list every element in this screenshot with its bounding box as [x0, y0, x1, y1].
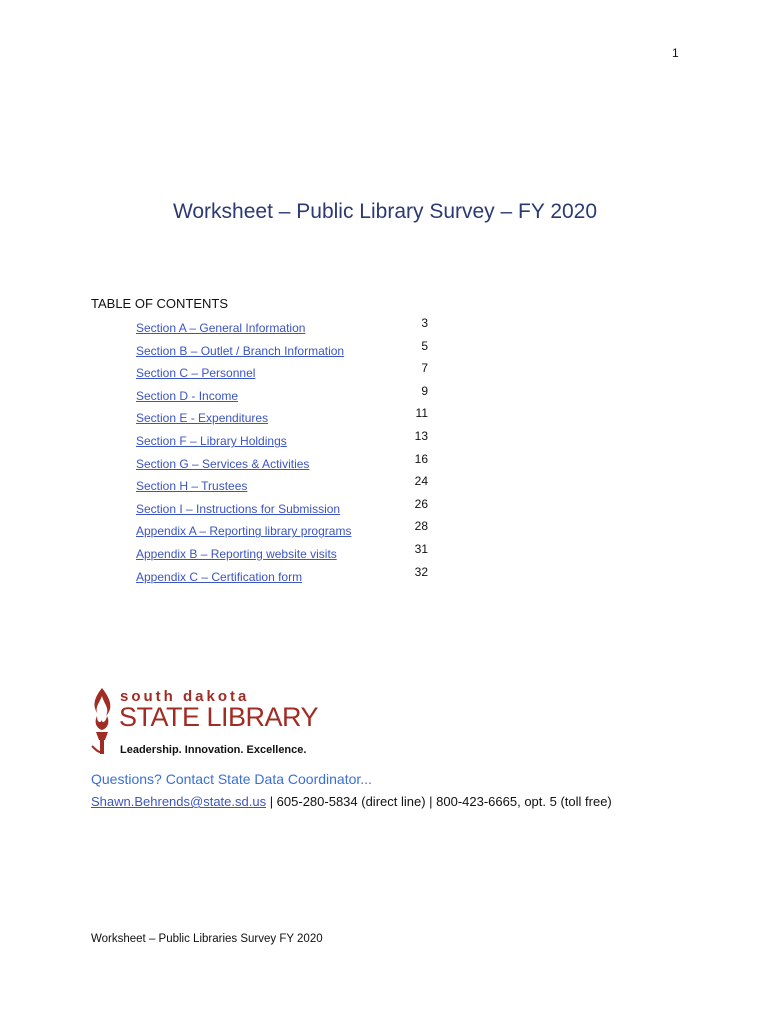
logo-top-text: south dakota — [120, 688, 250, 705]
page-number: 1 — [672, 46, 679, 60]
toc-link-appendix-a[interactable]: Appendix A – Reporting library programs — [136, 524, 352, 539]
toc-page-number: 7 — [421, 361, 428, 376]
toc-page-number: 5 — [421, 338, 428, 353]
toc-item — [136, 428, 436, 454]
toc-item — [136, 541, 436, 567]
toc-link-section-c[interactable]: Section C – Personnel — [136, 366, 256, 381]
toc-page-number: 9 — [421, 383, 428, 398]
torch-flame-icon — [88, 686, 116, 758]
contact-heading: Questions? Contact State Data Coordinator... — [91, 771, 372, 787]
toc-item — [136, 476, 436, 499]
toc-page-number: 31 — [414, 541, 428, 556]
toc-link-section-g[interactable]: Section G – Services & Activities — [136, 456, 310, 471]
toc-item — [136, 338, 436, 364]
logo-main-text: STATE LIBRARY — [119, 702, 319, 732]
toc-page-number: 28 — [414, 519, 428, 534]
toc-page-number: 13 — [414, 428, 428, 443]
toc-item — [136, 521, 436, 544]
contact-details: | 605-280-5834 (direct line) | 800-423-6665, opt. 5 (toll free) — [266, 794, 612, 809]
toc-page-number: 11 — [415, 406, 428, 421]
toc-link-appendix-b[interactable]: Appendix B – Reporting website visits — [136, 546, 337, 561]
logo-tagline: Leadership. Innovation. Excellence. — [120, 744, 307, 756]
toc-item — [136, 496, 436, 522]
contact-email-link[interactable]: Shawn.Behrends@state.sd.us — [91, 794, 267, 809]
toc-page-number: 26 — [414, 496, 428, 511]
toc-link-section-d[interactable]: Section D - Income — [136, 388, 239, 403]
table-of-contents — [136, 318, 436, 589]
toc-link-section-a[interactable]: Section A – General Information — [136, 321, 306, 335]
toc-page-number: 3 — [421, 316, 428, 330]
toc-link-section-b[interactable]: Section B – Outlet / Branch Information — [136, 343, 345, 358]
toc-item — [136, 363, 436, 386]
toc-link-section-e[interactable]: Section E - Expenditures — [136, 411, 269, 426]
toc-item — [136, 564, 436, 590]
page-footer: Worksheet – Public Libraries Survey FY 2020 — [91, 933, 323, 945]
toc-page-number: 16 — [414, 451, 428, 466]
toc-item — [136, 408, 436, 431]
toc-heading: TABLE OF CONTENTS — [91, 296, 228, 311]
page-title: Worksheet – Public Library Survey – FY 2020 — [172, 200, 598, 223]
toc-link-section-i[interactable]: Section I – Instructions for Submission — [136, 501, 341, 516]
toc-link-section-f[interactable]: Section F – Library Holdings — [136, 433, 287, 448]
toc-page-number: 32 — [414, 564, 428, 579]
state-library-logo — [88, 686, 328, 760]
toc-item — [136, 318, 436, 341]
contact-line — [91, 794, 612, 809]
toc-item — [136, 451, 436, 477]
toc-page-number: 24 — [414, 474, 428, 489]
toc-link-section-h[interactable]: Section H – Trustees — [136, 479, 248, 494]
toc-link-appendix-c[interactable]: Appendix C – Certification form — [136, 569, 303, 584]
toc-item — [136, 383, 436, 409]
